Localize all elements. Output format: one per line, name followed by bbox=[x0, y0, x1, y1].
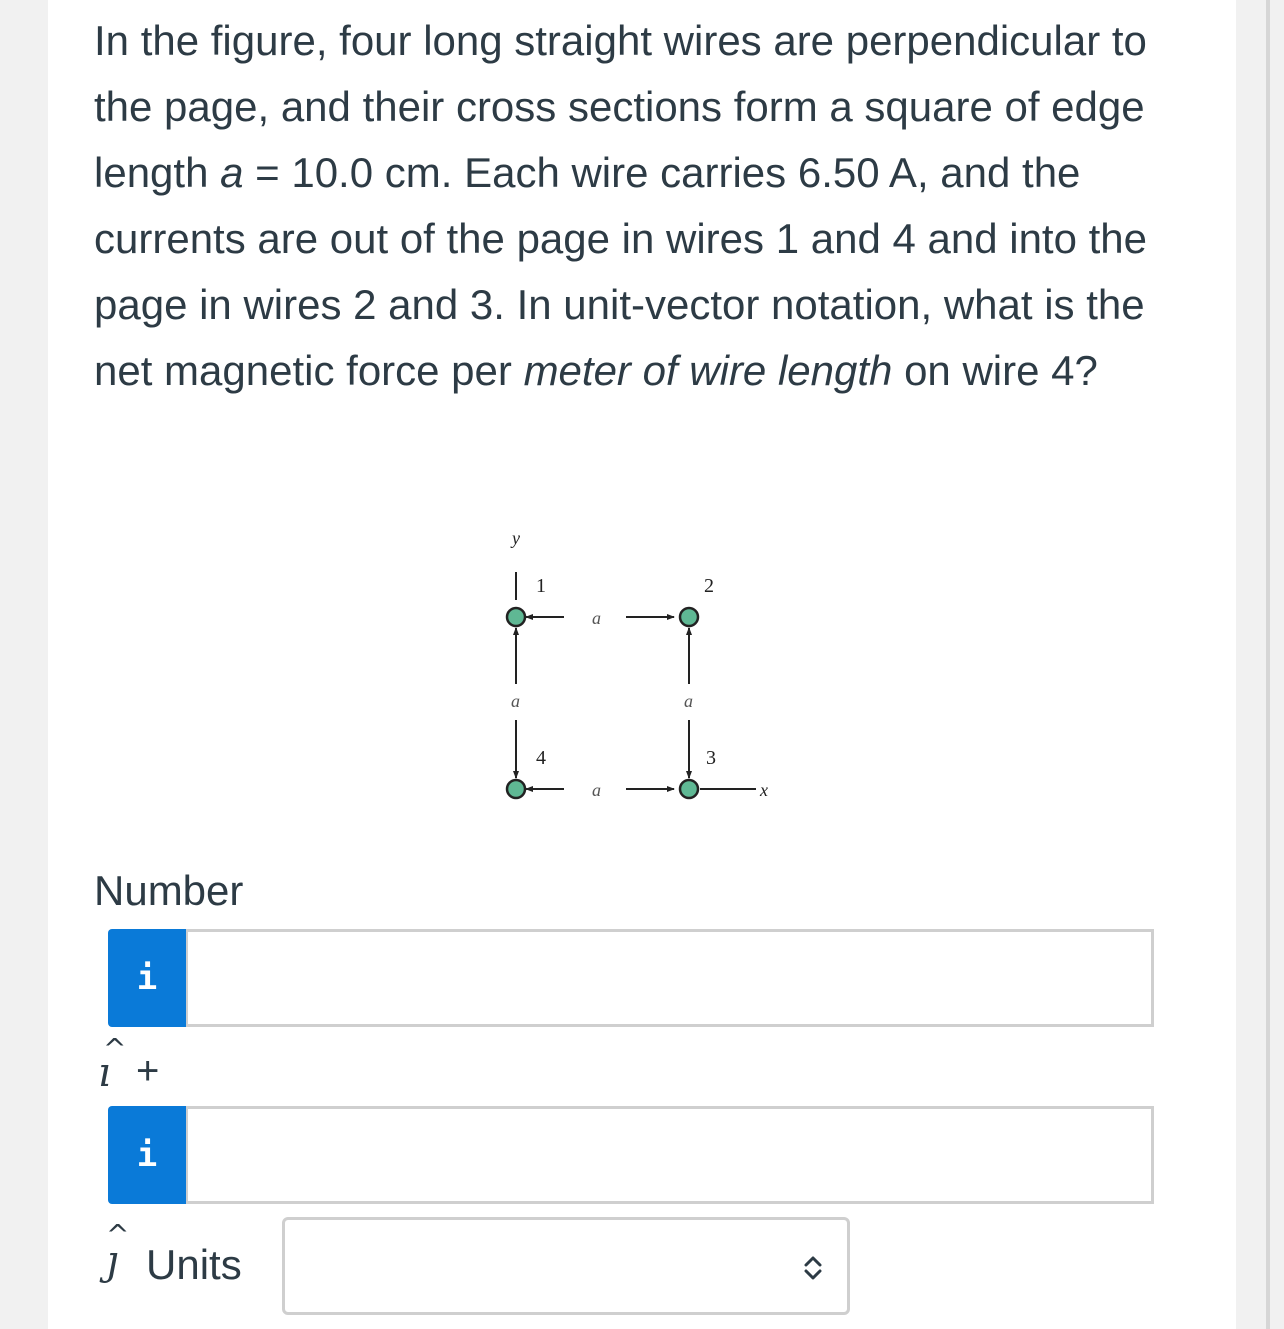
i-hat-caret: ^ bbox=[103, 1032, 127, 1065]
wire-1-label: 1 bbox=[536, 575, 546, 597]
j-component-input[interactable] bbox=[186, 1106, 1154, 1204]
wire-4-label: 4 bbox=[536, 747, 546, 769]
question-text-part3: on wire 4? bbox=[892, 347, 1098, 394]
question-text bbox=[94, 8, 1204, 404]
wire-2-label: 2 bbox=[704, 575, 714, 597]
j-hat-caret: ^ bbox=[106, 1218, 130, 1251]
wire-3-label: 3 bbox=[706, 747, 716, 769]
question-text-part2: = 10.0 cm. Each wire carries 6.50 A, and the currents are out of the page in wires 1 and 4 and into the page in wires 2 and 3. In unit-vector notation, what is the net magnetic force per bbox=[94, 149, 1148, 394]
units-label: Units bbox=[146, 1241, 242, 1288]
j-hat-letter: ȷ bbox=[106, 1238, 119, 1284]
x-axis-label: x bbox=[760, 780, 768, 800]
edge-right-label: a bbox=[684, 691, 693, 711]
edge-bottom-label: a bbox=[592, 780, 601, 800]
wire-square-figure bbox=[494, 520, 794, 810]
plus-sign: + bbox=[136, 1049, 160, 1093]
question-emphasis: meter of wire length bbox=[523, 347, 893, 394]
wire-1-dot bbox=[507, 608, 525, 626]
info-icon: i bbox=[136, 958, 158, 998]
units-select[interactable] bbox=[282, 1217, 850, 1315]
question-text-part1: In the figure, four long straight wires are perpendicular to the page, and their cross sections form a square of edge length bbox=[94, 17, 1147, 196]
j-component-info-button[interactable] bbox=[108, 1106, 186, 1204]
variable-a: a bbox=[220, 149, 244, 196]
wire-2-dot bbox=[680, 608, 698, 626]
i-component-info-button[interactable] bbox=[108, 929, 186, 1027]
edge-left-label: a bbox=[511, 691, 520, 711]
y-axis-label: y bbox=[512, 528, 520, 548]
wire-4-dot bbox=[507, 780, 525, 798]
i-hat-letter: ı bbox=[98, 1050, 111, 1096]
edge-top-label: a bbox=[592, 608, 601, 628]
wire-3-dot bbox=[680, 780, 698, 798]
info-icon: i bbox=[136, 1135, 158, 1175]
i-component-input[interactable] bbox=[186, 929, 1154, 1027]
number-label: Number bbox=[94, 867, 244, 914]
scrollbar-track[interactable] bbox=[1266, 0, 1270, 1329]
updown-chevron-icon bbox=[801, 1254, 825, 1282]
